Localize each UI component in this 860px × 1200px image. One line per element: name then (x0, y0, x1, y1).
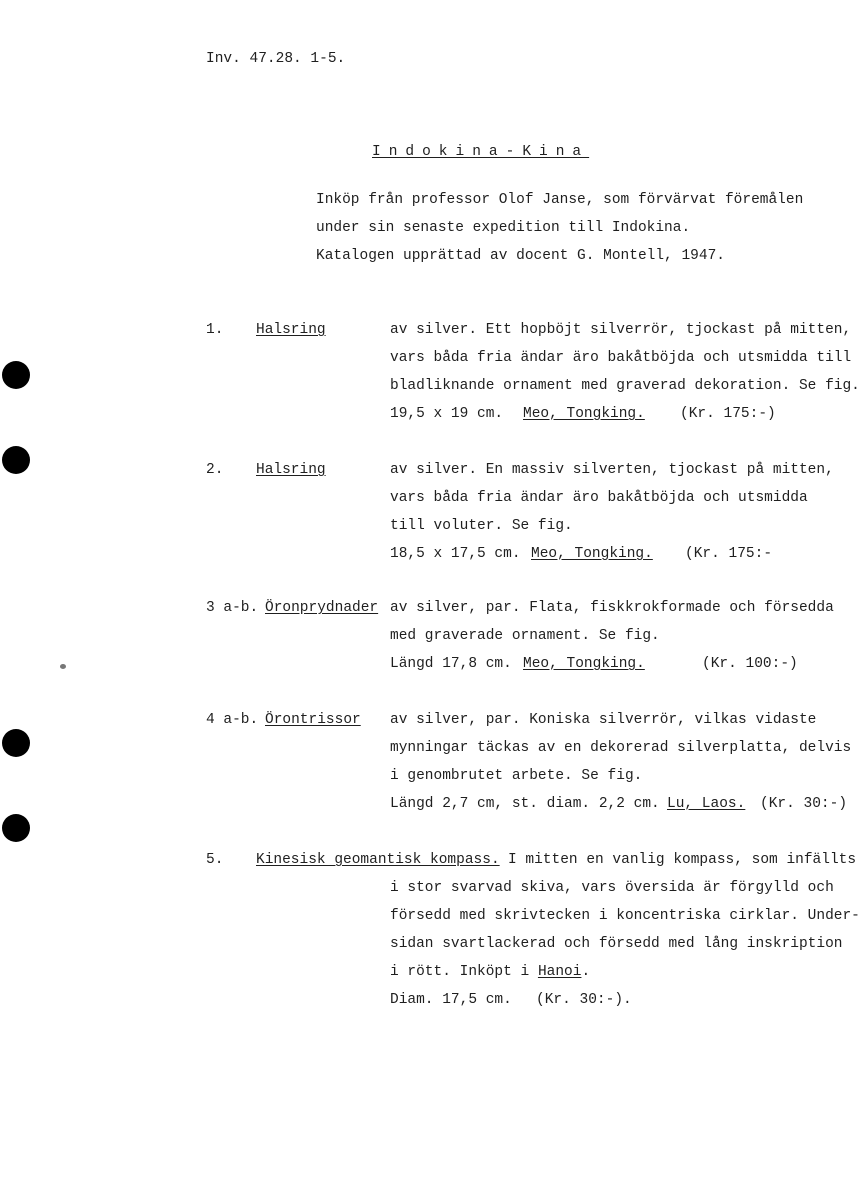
item-line: till voluter. Se fig. (390, 518, 573, 534)
intro-line: Katalogen upprättad av docent G. Montell, 1947. (316, 248, 725, 264)
intro-line: under sin senaste expedition till Indokina. (316, 220, 691, 236)
item-line: vars båda fria ändar äro bakåtböjda och utsmidda (390, 490, 808, 506)
item-dimensions: 19,5 x 19 cm. (390, 406, 504, 422)
item-line: av silver. Ett hopböjt silverrör, tjockast på mitten, (390, 322, 852, 338)
item-line: av silver, par. Koniska silverrör, vilkas vidaste (390, 712, 817, 728)
item-number: 1. (206, 322, 224, 338)
item-place: Hanoi (537, 964, 582, 980)
item-dimensions: Diam. 17,5 cm. (390, 992, 512, 1008)
item-name: Halsring (256, 322, 326, 338)
item-price: (Kr. 30:-). (536, 992, 632, 1008)
item-line: i stor svarvad skiva, vars översida är förgylld och (390, 880, 834, 896)
item-line: försedd med skrivtecken i koncentriska cirklar. Under- (390, 908, 860, 924)
item-dimensions: Längd 17,8 cm. (390, 656, 512, 672)
item-price: (Kr. 175:- (685, 546, 773, 562)
intro-line: Inköp från professor Olof Janse, som förvärvat föremålen (316, 192, 804, 208)
item-line: vars båda fria ändar äro bakåtböjda och utsmidda till (390, 350, 852, 366)
item-line-text: i rött. Inköpt i (390, 964, 530, 980)
item-price: (Kr. 30:-) (760, 796, 848, 812)
item-place: Lu, Laos. (667, 796, 746, 812)
item-line: av silver. En massiv silverten, tjockast på mitten, (390, 462, 834, 478)
item-dimensions: 18,5 x 17,5 cm. (390, 546, 521, 562)
item-name: Halsring (256, 462, 326, 478)
binder-hole (2, 361, 30, 389)
item-name: Kinesisk geomantisk kompass. (256, 852, 500, 868)
binder-hole (2, 446, 30, 474)
item-place: Meo, Tongking. (531, 546, 653, 562)
item-line: med graverade ornament. Se fig. (390, 628, 660, 644)
item-number: 4 a-b. (206, 712, 259, 728)
item-line: mynningar täckas av en dekorerad silverplatta, delvis (390, 740, 852, 756)
binder-hole (2, 729, 30, 757)
item-line-end: . (581, 964, 591, 980)
item-line: av silver, par. Flata, fiskkrokformade och försedda (390, 600, 834, 616)
item-price: (Kr. 175:-) (680, 406, 776, 422)
binder-hole (2, 814, 30, 842)
item-line: sidan svartlackerad och försedd med lång inskription (390, 936, 843, 952)
item-name: Öronprydnader (265, 600, 379, 616)
item-line (390, 958, 590, 986)
item-line: I mitten en vanlig kompass, som infällts (508, 852, 857, 868)
item-dimensions: Längd 2,7 cm, st. diam. 2,2 cm. (390, 796, 660, 812)
item-name: Örontrissor (265, 712, 361, 728)
item-place: Meo, Tongking. (523, 406, 645, 422)
item-number: 3 a-b. (206, 600, 259, 616)
item-line: i genombrutet arbete. Se fig. (390, 768, 643, 784)
item-number: 2. (206, 462, 224, 478)
page-title: Indokina-Kina (372, 144, 590, 160)
inventory-number: Inv. 47.28. 1-5. (206, 51, 346, 67)
item-place: Meo, Tongking. (523, 656, 645, 672)
item-line: bladliknande ornament med graverad dekoration. Se fig. (390, 378, 860, 394)
item-number: 5. (206, 852, 224, 868)
item-price: (Kr. 100:-) (702, 656, 798, 672)
speck (60, 664, 66, 669)
